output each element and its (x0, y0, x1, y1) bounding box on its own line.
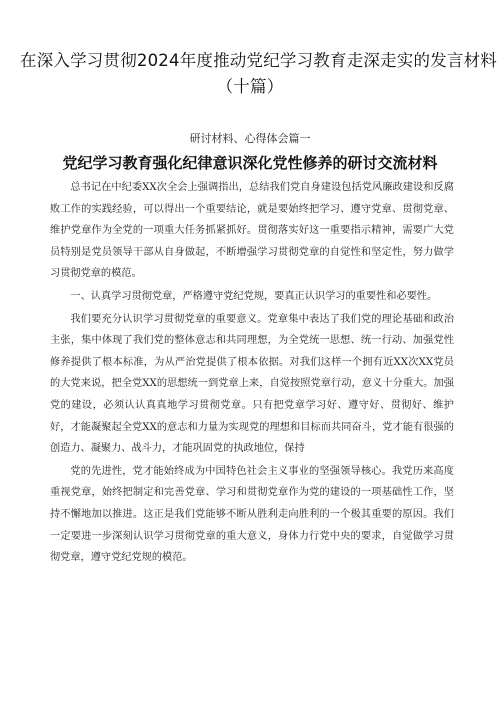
section-label: 研讨材料、心得体会篇一 (189, 132, 311, 145)
paragraph-intro: 总书记在中纪委XX次全会上强调指出，总结我们党自身建设包括党风廉政建设和反腐败工作的实践经验，可以得出一个重要结论，就是要始终把学习、遵守党章、贯彻党章、维护党章作为全党的一项重大任务抓紧抓好。贯彻落实好这一重要指示精神，需要广大党员特别是党员领导干部从自身做起，不断增强学习贯彻党章的自觉性和坚定性，努力做学习贯彻党章的模范。 (50, 182, 454, 280)
paragraph-continuation: 党的先进性，党才能始终成为中国特色社会主义事业的坚强领导核心。我党历来高度重视党章，始终把制定和完善党章、学习和贯彻党章作为党的建设的一项基础性工作，坚持不懈地加以推进。这正是我们党能够不断从胜利走向胜利的一个极其重要的原因。我们一定要进一步深刻认识学习贯彻党章的重大意义，身体力行党中央的要求，自觉做学习贯彻党章，遵守党纪党规的模范。 (50, 465, 454, 564)
body-text (50, 177, 454, 570)
paragraph-heading-one: 一、认真学习贯彻党章，严格遵守党纪党规，要真正认识学习的重要性和必要性。 (70, 290, 438, 302)
document-title-line-2: （十篇） (216, 77, 284, 96)
document-title-line-1: 在深入学习贯彻2024年度推动党纪学习教育走深走实的发言材料 (20, 51, 497, 70)
paragraph-importance: 我们要充分认识学习贯彻党章的重要意义。党章集中表达了我们党的理论基础和政治主张，集中体现了我们党的整体意志和共同理想，为全党统一思想、统一行动、加强党性修养提供了根本标准，为从严治党提供了根本依据。对我们这样一个拥有近XX次XX党员的大党来说，把全党XX的思想统一到党章上来，自觉按照党章行动，意义十分重大。加强党的建设，必须认认真真地学习贯彻党章。只有把党章学习好、遵守好、贯彻好、维护好，才能凝聚起全党XX的意志和力量为实现党的理想和目标而共同奋斗，党才能有很强的创造力、凝聚力、战斗力，才能巩固党的执政地位，保持 (50, 313, 454, 455)
section-title: 党纪学习教育强化纪律意识深化党性修养的研讨交流材料 (62, 154, 438, 172)
document-title (20, 48, 497, 100)
